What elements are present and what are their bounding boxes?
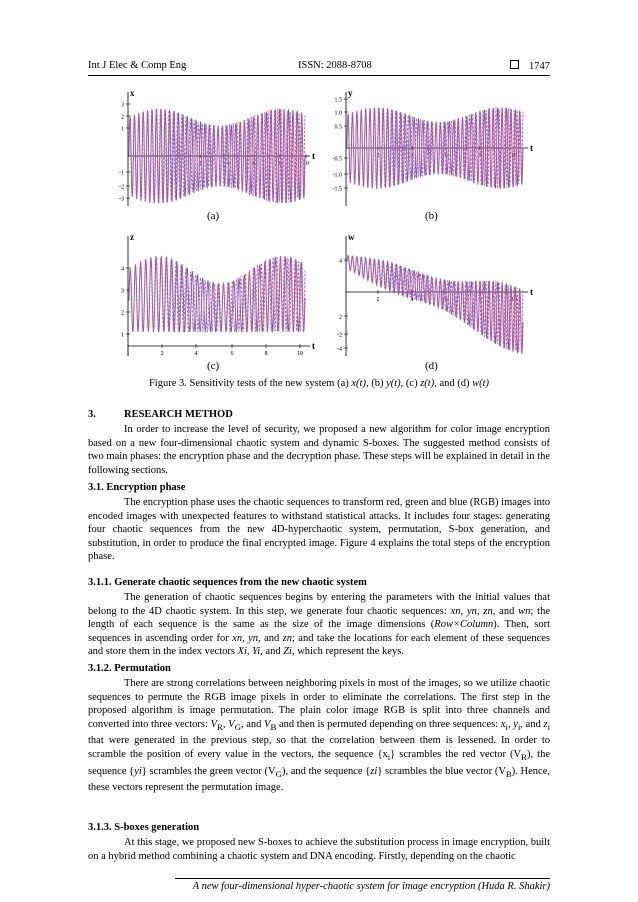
y-tick-label: 0.5 [334,124,342,131]
x-tick-label: 6 [230,351,234,357]
issn: ISSN: 2088-8708 [298,60,372,71]
y-tick-label: -0.5 [332,156,342,163]
x-tick-label: 2 [376,297,380,303]
panel-b-label: (b) [425,210,438,222]
section-3-1-2-paragraph: There are strong correlations between neighboring pixels in most of the images, so we utilize chaotic sequences to permute the RGB image pixels in order to eliminate the correlations. The first step in the proposed algorithm is image permutation. The plain color image RGB is split into three channels and converted into three vectors: $V_R$, $V_G$, and $V_B$ and then is permuted depending on three sequences: $x_i$, $y_i$, and $z_i$ that were generated in the previous step, so that the correlation between them is lessened. In order to scramble the position of every value in the vectors, the sequence $\{x_i\}$ scrambles the red vector $(V_R)$, the sequence {yi} scrambles the green vector $(V_G)$, and the sequence {zi} scrambles the blue vector $(V_B)$. Hence, these vectors represent the permutation image. [88,678,551,794]
x-tick-label: 6 [444,153,448,159]
panel-b-plot [328,86,533,210]
x-tick-label: 6 [444,297,448,303]
x-axis-label: t [312,341,315,351]
section-3-1-1-paragraph: The generation of chaotic sequences begins by entering the parameters with the initial values that belong to the 4D chaotic system. In this step, we generate four chaotic sequences: xn, yn, zn, and wn; the length of each sequence is the same as the size of the image dimensions (Row×Column). Then, sort sequences in ascending order for xn, yn, and zn; and take the locations for each element of these sequences and store them in the index vectors Xi, Yi, and Zi, which represent the keys. [88,592,550,658]
y-tick-label: 1.5 [334,97,342,104]
section-3-heading: 3. RESEARCH METHOD [88,409,233,420]
x-tick-label: 6 [252,161,256,167]
section-3-1-3-heading: 3.1.3. S-boxes generation [88,822,200,833]
panel-c-label: (c) [207,360,220,372]
y-tick-label: 2 [121,114,124,121]
x-tick-label: 4 [410,153,414,159]
x-tick-label: 1 [126,351,130,357]
y-tick-label: 4 [339,258,342,265]
y-tick-label: 3 [121,288,124,295]
section-3-1-1-heading: 3.1.1. Generate chaotic sequences from the new chaotic system [88,577,367,588]
x-tick-label: 2 [376,153,380,159]
y-axis-label: w [348,232,355,242]
section-3-1-3-paragraph: At this stage, we proposed new S-boxes to achieve the substitution process in image encryption, built on a hybrid method combining a chaotic system and DNA encoding. Firstly, depending on the chaotic [88,837,550,862]
y-tick-label: 1 [121,332,124,339]
trace-perturbed [347,256,523,353]
x-tick-label: 8 [264,351,268,357]
panel-a-label: (a) [207,210,220,222]
y-tick-label: -1.5 [332,186,342,193]
y-tick-label: -1.0 [332,172,342,179]
y-tick-label: 2 [121,310,124,317]
x-tick-label: 2 [198,161,202,167]
checkbox-icon [510,60,519,69]
running-footer: A new four-dimensional hyper-chaotic system for image encryption (Huda R. Shakir) [192,881,550,892]
y-tick-label: -3 [119,196,124,203]
y-tick-label: -2 [337,332,342,339]
y-tick-label: 4 [121,266,124,273]
y-axis-label: x [130,88,135,98]
x-tick-label: 4 [194,351,198,357]
page-number-group [510,60,550,72]
x-axis-label: t [530,287,533,297]
x-axis-label: t [312,151,315,161]
y-axis-label: z [130,232,134,242]
section-3-1-heading: 3.1. Encryption phase [88,482,186,493]
x-tick-label: 10 [303,161,309,167]
journal-name: Int J Elec & Comp Eng [88,60,187,71]
figure-caption: Figure 3. Sensitivity tests of the new system (a) x(t), (b) y(t), (c) z(t), and (d) w(t) [148,378,490,389]
section-3-paragraph: In order to increase the level of security, we proposed a new algorithm for color image encryption based on a new four-dimensional chaotic system and dynamic S-boxes. The suggested method consists of two main phases: the encryption phase and the decryption phase. These steps will be explained in detail in the following sections. [88,424,550,476]
y-tick-label: 2 [339,314,342,321]
footer-rule [175,878,550,879]
panel-d-plot [328,230,533,360]
header-rule [88,75,550,76]
y-tick-label: 1.0 [334,110,342,117]
y-tick-label: 1 [121,126,124,133]
trace-perturbed [129,109,305,204]
x-tick-label: 10 [511,297,517,303]
panel-a-plot [110,86,315,210]
section-3-1-paragraph: The encryption phase uses the chaotic sequences to transform red, green and blue (RGB) images into encoded images with unexpected features to withstand statistical attacks. It includes four stages: generating four chaotic sequences from the new 4D-hyperchaotic system, permutation, S-box generation, and substitution, in order to produce the final encrypted image. Figure 4 explains the total steps of the encryption phase. [88,497,550,563]
x-tick-label: 4 [226,161,230,167]
page-number: 1747 [529,61,550,72]
y-tick-label: 3 [121,102,124,109]
section-3-1-2-heading: 3.1.2. Permutation [88,663,171,674]
panel-d-label: (d) [425,360,438,372]
x-tick-label: 8 [478,153,482,159]
x-tick-label: 2 [160,351,164,357]
x-tick-label: 10 [297,351,303,357]
x-tick-label: 4 [410,297,414,303]
y-tick-label: -4 [337,346,342,353]
x-axis-label: t [530,143,533,153]
y-axis-label: y [348,88,353,98]
x-tick-label: 10 [511,153,517,159]
x-tick-label: 8 [278,161,282,167]
y-tick-label: -2 [119,184,124,191]
y-tick-label: -1 [119,170,124,177]
panel-c-plot [110,230,315,360]
x-tick-label: 8 [478,297,482,303]
